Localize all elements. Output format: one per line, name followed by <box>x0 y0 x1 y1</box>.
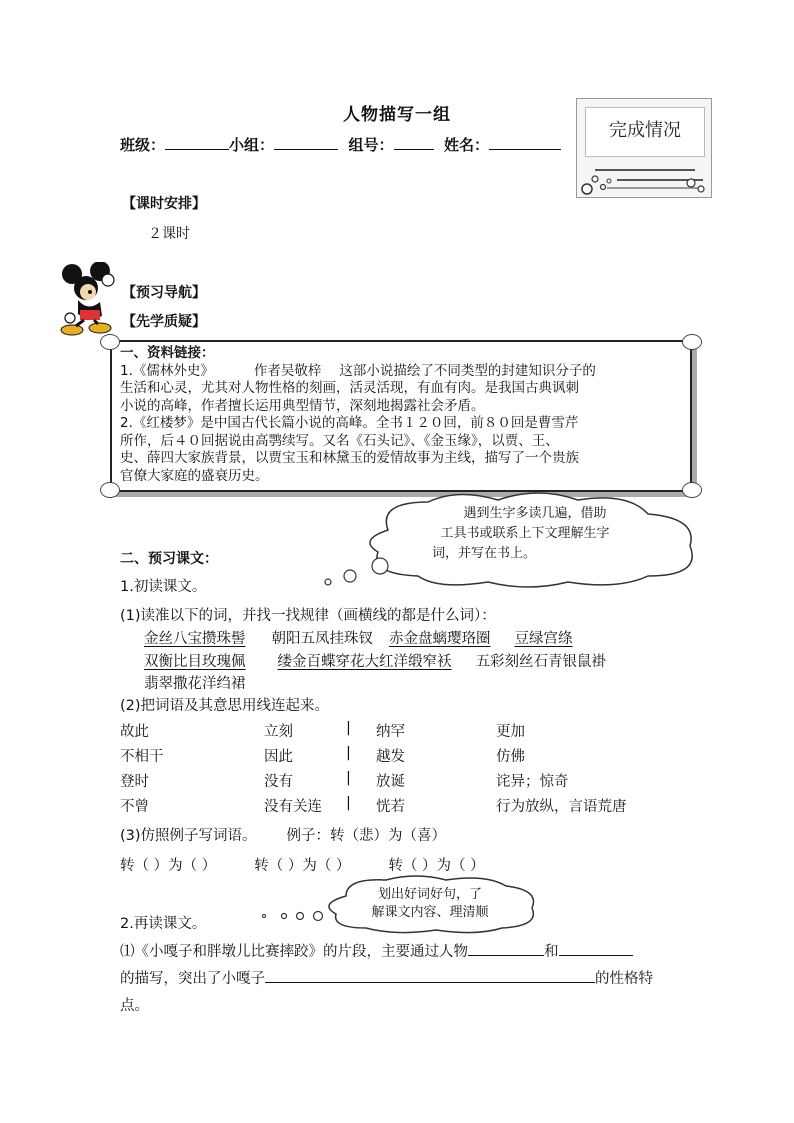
reread-heading: 2.再读课文。 <box>120 916 207 932</box>
links-heading: 一、资料链接： <box>120 345 215 361</box>
answer-blank[interactable] <box>559 943 633 956</box>
words-row <box>144 672 246 693</box>
decorative-dots-icon <box>681 171 709 195</box>
word-item: 翡翠撒花洋绉裙 <box>144 676 246 692</box>
word-item: 朝阳五凤挂珠钗 <box>271 631 373 647</box>
resource-links-box <box>110 340 692 492</box>
table-row: 不相干 因此 | 越发 仿佛 <box>120 745 525 765</box>
links-line: 史、薛四大家族背景，以贾宝玉和林黛玉的爱情故事为主线，描写了一个贵族 <box>120 450 579 466</box>
links-line: 生活和心灵，尤其对人物性格的刻画，活灵活现，有血有肉。是我国古典讽刺 <box>120 380 579 396</box>
table-row: 登时 没有 | 放诞 诧异；惊奇 <box>120 770 569 790</box>
links-line: 1.《儒林外史》 作者吴敬梓 这部小说描绘了不同类型的封建知识分子的 <box>120 362 596 379</box>
group-no-blank[interactable] <box>394 135 434 150</box>
word-item: 双衡比目玫瑰佩 <box>144 654 246 670</box>
guide-heading: 【预习导航】 <box>122 285 206 301</box>
links-line: 官僚大家庭的盛衰历史。 <box>120 467 269 484</box>
links-line: 所作，后４０回据说由高鹗续写。又名《石头记》、《金玉缘》，以贾、王、 <box>120 432 559 449</box>
word-item: 赤金盘螭璎珞圈 <box>389 631 491 647</box>
page-title: 人物描写一组 <box>343 105 451 125</box>
cloud-tip-1: 遇到生字多读几遍，借助 工具书或联系上下文理解生字 词，并写在书上。 <box>432 506 610 561</box>
reread-question-1-end: 点。 <box>120 998 149 1014</box>
words-row <box>144 627 573 648</box>
group-blank[interactable] <box>274 135 338 150</box>
word-item: 金丝八宝攒珠髻 <box>144 631 246 647</box>
preview-item-1: 1.初读课文。 <box>120 579 207 595</box>
student-info-line <box>120 134 561 155</box>
group-no-label: 组号： <box>348 136 394 154</box>
class-blank[interactable] <box>165 135 229 150</box>
group-label: 小组： <box>229 136 275 154</box>
word-item: 豆绿宫绦 <box>514 631 573 647</box>
completion-status-label: 完成情况 <box>585 107 705 157</box>
reread-question-1: ⑴《小嘎子和胖墩儿比赛摔跤》的片段，主要通过人物 和 <box>120 940 633 961</box>
reread-question-1-cont: 的描写，突出了小嘎子 的性格特 <box>120 971 653 987</box>
decorative-dots-icon <box>579 159 619 195</box>
fill-row[interactable]: 转（ ）为（ ） 转（ ）为（ ） 转（ ）为（ ） <box>120 858 485 874</box>
schedule-value: ２课时 <box>148 226 190 242</box>
class-label: 班级： <box>120 136 166 154</box>
cartoon-mouse-icon <box>60 262 124 336</box>
name-blank[interactable] <box>489 135 561 150</box>
cloud-tip-2: 划出好词好句，了 解课文内容、理清顺 <box>371 887 489 920</box>
answer-blank[interactable] <box>468 943 544 956</box>
word-item: 五彩刻丝石青银鼠褂 <box>475 654 606 670</box>
word-item: 缕金百蝶穿花大红洋缎窄袄 <box>277 654 452 670</box>
links-line: 2.《红楼梦》是中国古代长篇小说的高峰。全书１２０回，前８０回是曹雪芹 <box>120 415 579 431</box>
table-row: 故此 立刻 | 纳罕 更加 <box>120 720 525 740</box>
completion-status-box <box>576 98 712 198</box>
preview-question-1: (1)读准以下的词，并找一找规律（画横线的都是什么词）： <box>120 608 496 624</box>
preview-question-3: (3)仿照例子写词语。 例子：转（悲）为（喜） <box>120 828 447 844</box>
matching-table <box>120 720 680 820</box>
prestudy-heading: 【先学质疑】 <box>122 314 206 330</box>
words-row <box>144 650 606 671</box>
links-line: 小说的高峰，作者擅长运用典型情节，深刻地揭露社会矛盾。 <box>120 397 485 414</box>
preview-question-2: (2)把词语及其意思用线连起来。 <box>120 698 330 714</box>
preview-heading: 二、预习课文： <box>120 551 218 567</box>
name-label: 姓名： <box>443 136 489 154</box>
schedule-heading: 【课时安排】 <box>122 196 206 212</box>
answer-blank[interactable] <box>265 970 595 983</box>
table-row: 不曾 没有关连 | 恍若 行为放纵，言语荒唐 <box>120 795 627 815</box>
